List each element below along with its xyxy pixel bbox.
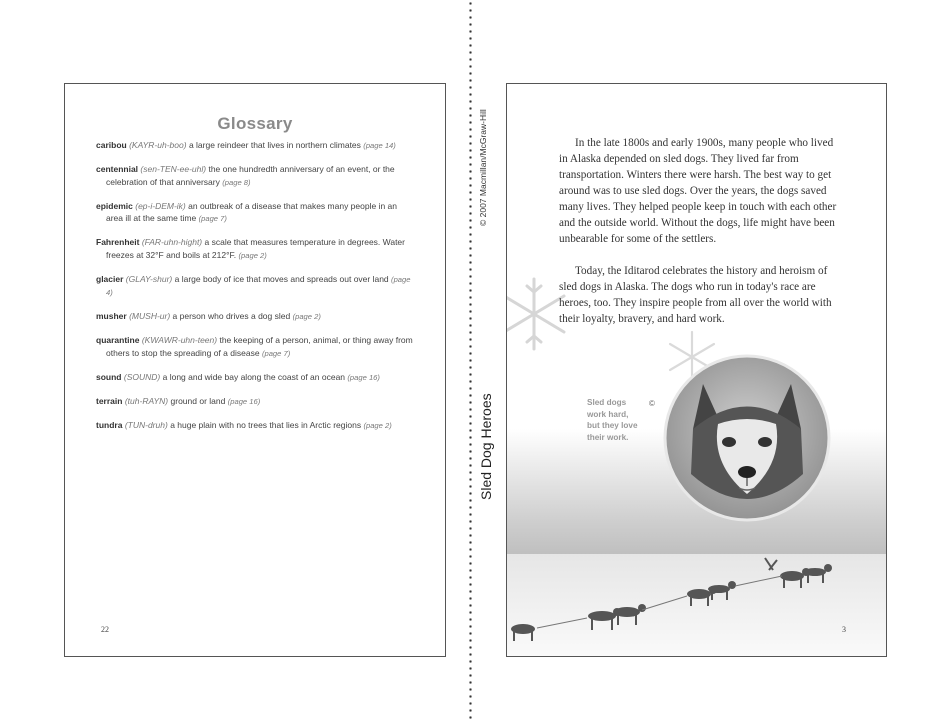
photo-credit-icon: © (649, 399, 655, 408)
fold-line (469, 0, 472, 721)
glossary-definition: ground or land (170, 395, 226, 406)
glossary-term: epidemic (96, 200, 133, 211)
glossary-pronunciation: (KAYR-uh-boo) (129, 140, 187, 150)
glossary-definition: a large body of ice that moves and spreads out over land (174, 273, 389, 284)
glossary-definition: the one hundredth anniversary of an event, or the celebration of that anniversary (106, 164, 395, 187)
glossary-page-ref: (page 2) (292, 312, 321, 321)
glossary-definition: a long and wide bay along the coast of an ocean (162, 371, 346, 382)
glossary-pronunciation: (tuh-RAYN) (124, 395, 169, 406)
glossary-definition: the keeping of a person, animal, or thing away from others to stop the spreading of a disease (106, 335, 413, 358)
glossary-term: Fahrenheit (96, 237, 140, 247)
glossary-page-ref: (page 2) (238, 250, 267, 260)
glossary-term: quarantine (96, 335, 140, 345)
glossary-entry (96, 273, 416, 300)
glossary-title: Glossary (217, 114, 293, 133)
glossary-page-ref: (page 7) (198, 214, 227, 223)
left-page-number: 22 (101, 625, 109, 634)
glossary-entry (96, 419, 416, 433)
glossary-pronunciation: (MUSH-ur) (129, 311, 171, 321)
glossary-entries (96, 139, 416, 443)
glossary-page-ref: (page 2) (363, 420, 392, 430)
glossary-term: tundra (96, 419, 123, 430)
glossary-page-ref: (page 8) (222, 177, 251, 187)
right-page-number: 3 (842, 625, 846, 634)
glossary-pronunciation: (TUN-druh) (124, 419, 168, 430)
glossary-term: glacier (96, 273, 124, 284)
sled-dogs-illustration (507, 554, 887, 654)
glossary-term: musher (96, 311, 127, 321)
glossary-page-ref: (page 14) (363, 141, 396, 150)
story-page (506, 83, 887, 657)
husky-photo (663, 354, 831, 522)
glossary-definition: a scale that measures temperature in degrees. Water freezes at 32°F and boils at 212°F. (106, 237, 405, 260)
photo-caption: Sled dogs work hard, but they love their work. (587, 398, 638, 442)
glossary-entry (96, 139, 416, 153)
glossary-entry (96, 334, 416, 360)
glossary-pronunciation: (SOUND) (123, 371, 161, 382)
glossary-entry (96, 371, 416, 385)
glossary-definition: a huge plain with no trees that lies in Arctic regions (170, 419, 362, 430)
glossary-entry (96, 200, 416, 226)
glossary-term: sound (96, 371, 122, 382)
glossary-page-ref: (page 16) (347, 372, 380, 382)
glossary-page-ref: (page 16) (227, 396, 261, 406)
glossary-definition: a person who drives a dog sled (172, 311, 291, 321)
glossary-pronunciation: (FAR-uhn-hight) (141, 237, 203, 247)
glossary-term: centennial (96, 164, 139, 174)
glossary-page-ref: (page 7) (261, 348, 291, 358)
glossary-pronunciation: (GLAY-shur) (125, 273, 173, 284)
glossary-entry (96, 236, 416, 262)
glossary-entry (96, 163, 416, 189)
glossary-term: caribou (96, 140, 127, 150)
glossary-definition: a large reindeer that lives in northern climates (188, 140, 361, 150)
story-paragraph-2: Today, the Iditarod celebrates the history and heroism of sled dogs in Alaska. The dogs who run in today's race are heroes, too. They inspire people from all over the world with their loyalty, bravery, and hard work. (559, 265, 832, 325)
glossary-term: terrain (96, 395, 123, 406)
glossary-page-ref: (page 4) (106, 274, 411, 297)
glossary-entry (96, 310, 416, 324)
story-paragraph-1: In the late 1800s and early 1900s, many people who lived in Alaska depended on sled dogs. They lived far from transportation. Winters there were harsh. The best way to get around was to use sled dogs. Over the years, the dogs saved many lives. They helped people keep in touch with each other and the outside world. Without the dogs, life might have been unbearable for some of the settlers. (559, 137, 837, 245)
glossary-entry (96, 395, 416, 409)
glossary-pronunciation: (KWAWR-uhn-teen) (141, 335, 218, 345)
glossary-pronunciation: (sen-TEN-ee-uhl) (140, 164, 207, 174)
glossary-definition: an outbreak of a disease that makes many people in an area ill at the same time (106, 200, 397, 223)
glossary-page (64, 83, 446, 657)
glossary-pronunciation: (ep-i-DEM-ik) (135, 200, 186, 211)
